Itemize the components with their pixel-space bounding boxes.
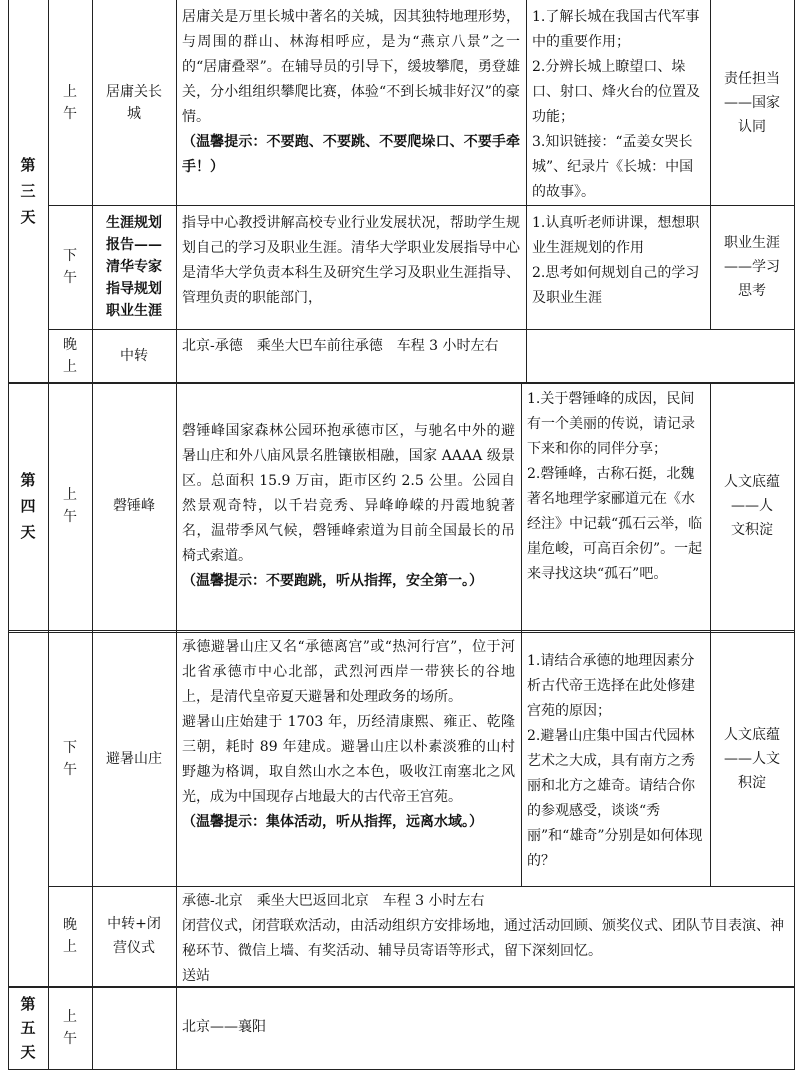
day4-evening-activity: 中转+闭 营仪式 [107,916,161,956]
day3-morning-activity: 居庸关长 城 [106,83,162,122]
day4-afternoon-desc [176,634,521,886]
grid-line [521,382,522,886]
day3-label: 第 三 天 [20,156,36,226]
grid-line [48,886,794,887]
day5-label: 第 五 天 [20,995,36,1061]
day3-morning-tip: （温馨提示：不要跑、不要跳、不要爬垛口、不要手牵手！） [182,134,520,175]
day3-afternoon-desc: 指导中心教授讲解高校专业行业发展状况，帮助学生规划自己的学习及职业生涯。清华大学职业发展指导中心是清华大学负责本科生及研究生学习及职业生涯指导、管理负责的职能部门， [182,215,520,306]
day4-evening-desc: 承德-北京 乘坐大巴返回北京 车程 3 小时左右 闭营仪式，闭营联欢活动，由活动组织方安排场地，通过活动回顾、颁奖仪式、团队节目表演、神秘环节、微信上墙、有奖活动、辅导员寄语等形式，留下深刻回忆。 送站 [182,893,784,984]
day5-morning-activity [92,986,176,1070]
grid-line [710,382,711,886]
day3-evening-period: 晚 上 [63,336,77,375]
grid-line [92,0,93,1070]
day3-afternoon-period: 下 午 [63,248,77,286]
day4-morning-desc [176,418,521,628]
grid-line [794,0,795,1070]
grid-line [48,0,49,1070]
day4-evening-period: 晚 上 [63,917,77,955]
grid-line [48,329,794,330]
day5-morning-period: 上 午 [63,1009,77,1047]
day4-morning-tasks: 1.关于磬锤峰的成因，民间有一个美丽的传说，请记录下来和你的同伴分享； 2.磬锤峰，古称石挺，北魏著名地理学家郦道元在《水经注》中记载“孤石云举，临崖危峻，可高百余仞”。一起来寻找这块“孤石”吧。 [527,391,703,582]
day3-morning-theme: 责任担当 ——国家 认同 [724,70,780,135]
day4-afternoon-tasks: 1.请结合承德的地理因素分析古代帝王选择在此处修建宫苑的原因； 2.避暑山庄集中国古代园林艺术之大成，具有南方之秀丽和北方之雄奇。请结合你的参观感受，谈谈“秀丽”和“雄奇”分别是如何体现的？ [527,653,703,869]
day4-afternoon-theme: 人文底蕴 ——人文 积淀 [724,727,780,791]
day4-afternoon-desc2: 避暑山庄始建于 1703 年，历经清康熙、雍正、乾隆三朝，耗时 89 年建成。避暑山庄以朴素淡雅的山村野趣为格调，取自然山水之本色，吸收江南塞北之风光，成为中国现存占地最大的古代帝王宫苑。 [182,714,515,805]
day4-afternoon-tip: （温馨提示：集体活动，听从指挥，远离水域。） [182,814,483,830]
day3-morning-desc-text: 居庸关是万里长城中著名的关城，因其独特地理形势，与周围的群山、林海相呼应，是为“燕京八景”之一的“居庸叠翠”。在辅导员的引导下，缓坡攀爬，勇登雄关，分小组组织攀爬比赛，体验“不到长城非好汉”的豪情。 [182,9,520,125]
day3-evening-activity: 中转 [120,347,148,364]
day4-morning-theme: 人文底蕴 ——人 文积淀 [724,474,780,538]
grid-line [710,0,711,329]
grid-line [8,1069,794,1070]
grid-line [8,382,794,384]
day3-afternoon-tasks: 1.认真听老师讲课，想想职业生涯规划的作用 2.思考如何规划自己的学习及职业生涯 [532,215,700,306]
grid-line [8,986,794,988]
day3-afternoon-activity: 生涯规划 报告—— 清华专家 指导规划 职业生涯 [106,215,162,319]
day3-evening-desc: 北京-承德 乘坐大巴车前往承德 车程 3 小时左右 [182,338,499,354]
grid-line [176,0,177,1070]
day4-afternoon-desc1: 承德避暑山庄又名“承德离宫”或“热河行宫”，位于河北省承德市中心北部，武烈河西岸一带狭长的谷地上，是清代皇帝夏天避暑和处理政务的场所。 [182,639,515,705]
grid-line [526,0,527,382]
day3-afternoon-theme: 职业生涯 ——学习 思考 [724,235,780,299]
day4-afternoon-activity: 避暑山庄 [106,751,162,767]
grid-line [8,0,9,1070]
day4-morning-tip: （温馨提示：不要跑跳，听从指挥，安全第一。） [182,573,483,589]
day3-morning-period: 上 午 [63,83,77,122]
grid-line [8,630,794,631]
day4-morning-activity: 磬锤峰 [113,498,155,514]
day3-morning-tasks: 1.了解长城在我国古代军事中的重要作用； 2.分辨长城上瞭望口、垛口、射口、烽火台的位置及功能； 3.知识链接：“孟姜女哭长城”、纪录片《长城：中国的故事》。 [532,9,700,200]
day3-morning-desc [176,4,526,204]
grid-line [48,205,794,206]
grid-line [8,632,794,633]
day4-morning-desc-text: 磬锤峰国家森林公园环抱承德市区，与驰名中外的避暑山庄和外八庙风景名胜镶嵌相融，国家 AAAA 级景区。总面积 15.9 万亩，距市区约 2.5 公里。公园自然景观奇特，以千岩竞秀、异峰峥嵘的丹霞地貌著名，温带季风气候，磬锤峰索道为目前全国最长的吊椅式索道。 [182,423,515,564]
day4-morning-period: 上 午 [63,487,77,525]
day4-afternoon-period: 下 午 [63,740,77,778]
day4-label: 第 四 天 [20,471,36,541]
day5-morning-desc: 北京——襄阳 [182,1019,266,1035]
